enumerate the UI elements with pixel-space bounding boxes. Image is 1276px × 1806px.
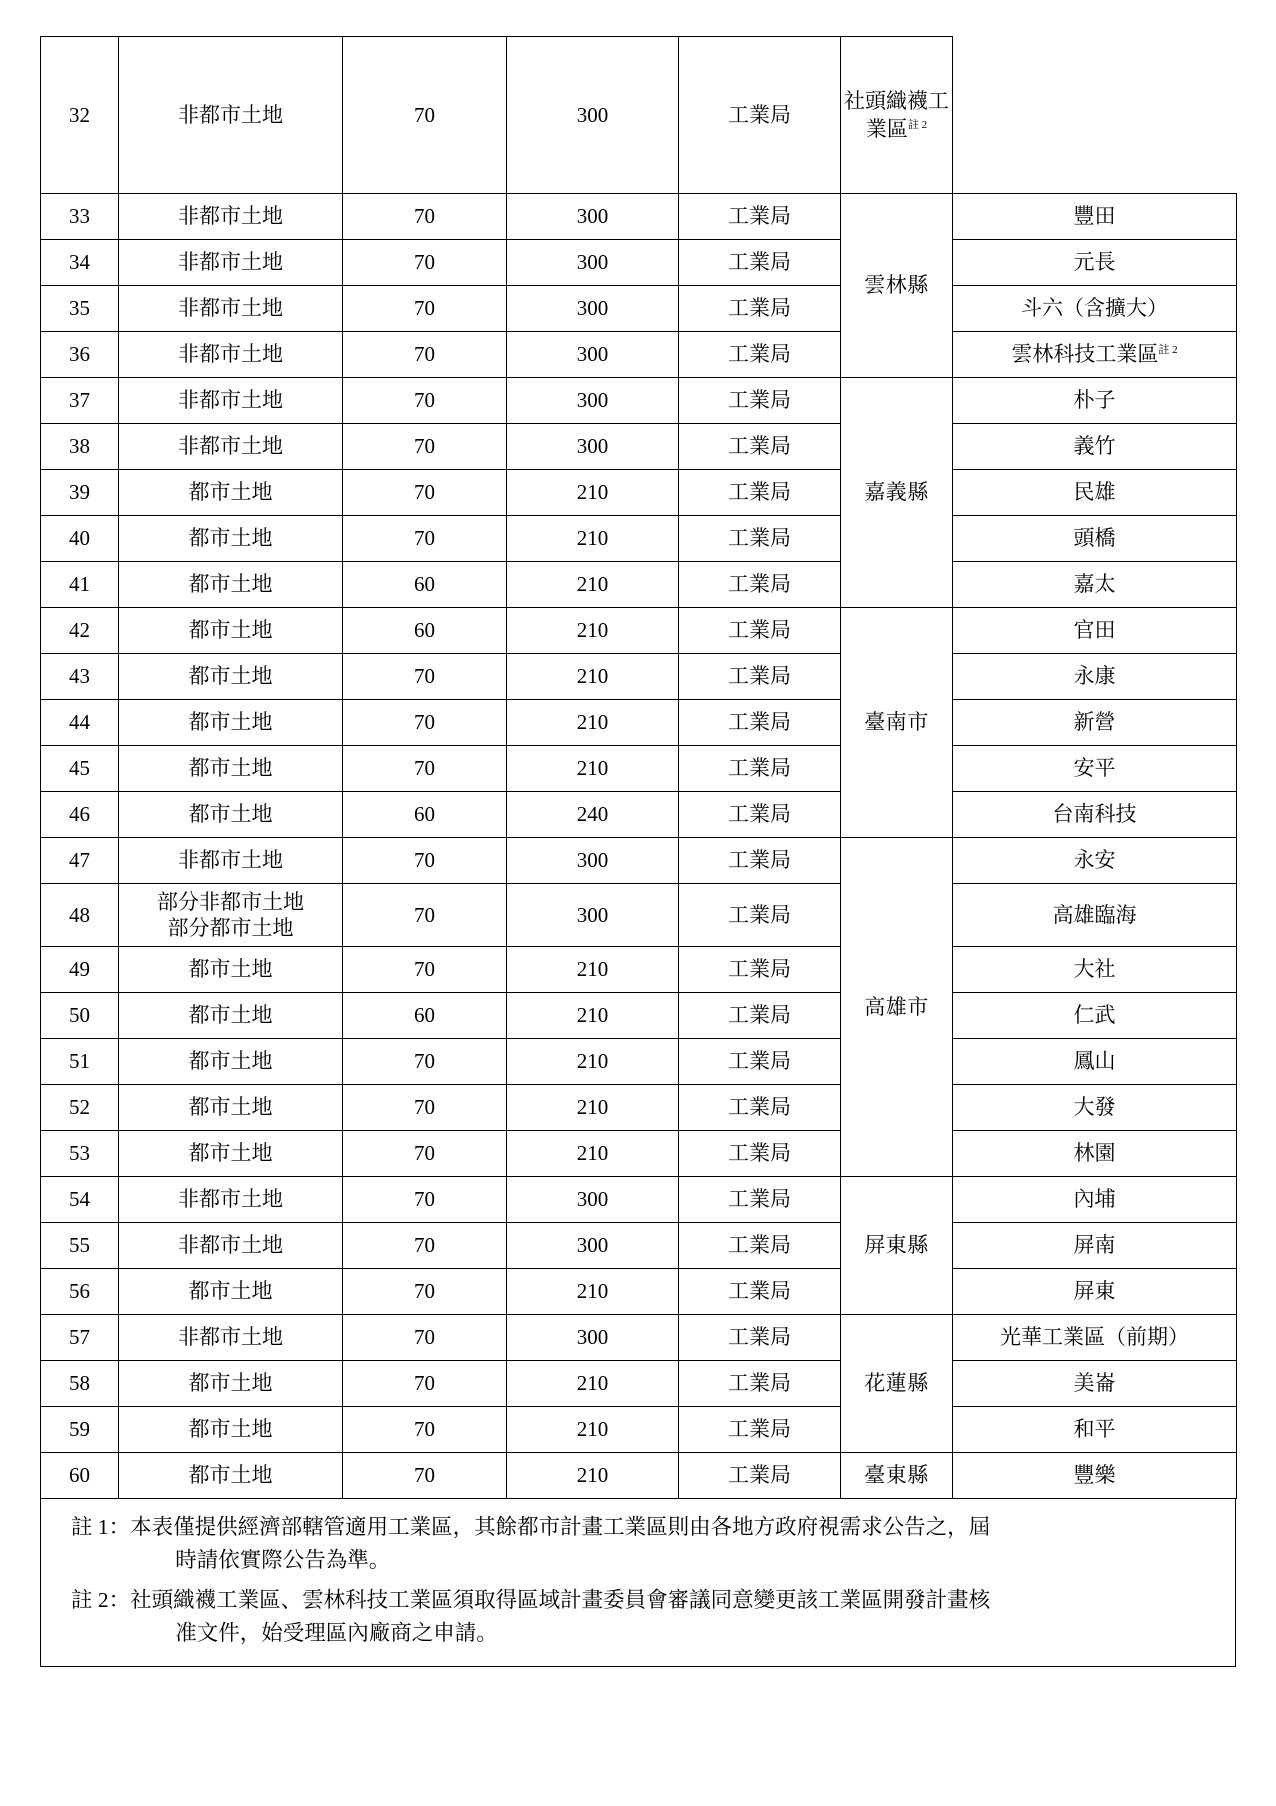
cell-floor-area-ratio: 210 <box>507 947 679 993</box>
table-row <box>41 240 1237 286</box>
cell-number: 36 <box>41 332 119 378</box>
cell-number: 53 <box>41 1131 119 1177</box>
table-row <box>41 1453 1237 1499</box>
cell-authority: 工業局 <box>679 1315 841 1361</box>
cell-land-type: 都市土地 <box>119 792 343 838</box>
cell-industrial-park: 雲林科技工業區$^{註 2}$ <box>953 332 1237 378</box>
table-row <box>41 286 1237 332</box>
table-row <box>41 378 1237 424</box>
cell-land-type: 都市土地 <box>119 654 343 700</box>
cell-number: 45 <box>41 746 119 792</box>
cell-floor-area-ratio: 210 <box>507 1407 679 1453</box>
cell-authority: 工業局 <box>679 792 841 838</box>
cell-land-type: 都市土地 <box>119 1085 343 1131</box>
cell-authority: 工業局 <box>679 700 841 746</box>
cell-county: 屏東縣 <box>841 1177 953 1315</box>
cell-authority: 工業局 <box>679 993 841 1039</box>
note-1-line1: 本表僅提供經濟部轄管適用工業區，其餘都市計畫工業區則由各地方政府視需求公告之，屆 <box>130 1515 991 1539</box>
cell-authority: 工業局 <box>679 332 841 378</box>
cell-floor-area-ratio: 300 <box>507 424 679 470</box>
cell-authority: 工業局 <box>679 608 841 654</box>
cell-land-type: 都市土地 <box>119 562 343 608</box>
cell-land-type: 都市土地 <box>119 1269 343 1315</box>
cell-authority: 工業局 <box>679 1361 841 1407</box>
cell-land-type: 都市土地 <box>119 993 343 1039</box>
cell-number: 47 <box>41 838 119 884</box>
cell-industrial-park: 大社 <box>953 947 1237 993</box>
cell-number: 40 <box>41 516 119 562</box>
cell-building-coverage: 70 <box>343 746 507 792</box>
cell-building-coverage: 70 <box>343 1315 507 1361</box>
cell-authority: 工業局 <box>679 884 841 947</box>
table-row <box>41 654 1237 700</box>
cell-authority: 工業局 <box>679 654 841 700</box>
table-row <box>41 993 1237 1039</box>
cell-floor-area-ratio: 300 <box>507 286 679 332</box>
table-row <box>41 1361 1237 1407</box>
cell-industrial-park: 仁武 <box>953 993 1237 1039</box>
cell-land-type: 都市土地 <box>119 947 343 993</box>
cell-floor-area-ratio: 210 <box>507 470 679 516</box>
note-2-line1: 社頭織襪工業區、雲林科技工業區須取得區域計畫委員會審議同意變更該工業區開發計畫核 <box>130 1587 991 1612</box>
cell-industrial-park: 台南科技 <box>953 792 1237 838</box>
cell-land-type: 都市土地 <box>119 608 343 654</box>
cell-building-coverage: 70 <box>343 1453 507 1499</box>
cell-land-type: 都市土地 <box>119 516 343 562</box>
cell-number: 42 <box>41 608 119 654</box>
table-row <box>41 1177 1237 1223</box>
cell-number: 60 <box>41 1453 119 1499</box>
table-row <box>41 947 1237 993</box>
table-row <box>41 1131 1237 1177</box>
cell-floor-area-ratio: 210 <box>507 1453 679 1499</box>
cell-industrial-park: 大發 <box>953 1085 1237 1131</box>
cell-number: 54 <box>41 1177 119 1223</box>
cell-number: 44 <box>41 700 119 746</box>
note-1-label: 註 1： <box>71 1515 131 1539</box>
table-row <box>41 884 1237 947</box>
cell-floor-area-ratio: 300 <box>507 1177 679 1223</box>
industrial-park-table <box>40 36 1237 1499</box>
cell-building-coverage: 70 <box>343 378 507 424</box>
cell-number: 51 <box>41 1039 119 1085</box>
cell-county: 臺南市 <box>841 608 953 838</box>
cell-industrial-park: 民雄 <box>953 470 1237 516</box>
cell-authority: 工業局 <box>679 1085 841 1131</box>
cell-floor-area-ratio: 210 <box>507 1085 679 1131</box>
cell-industrial-park: 高雄臨海 <box>953 884 1237 947</box>
cell-industrial-park: 內埔 <box>953 1177 1237 1223</box>
cell-number: 37 <box>41 378 119 424</box>
cell-building-coverage: 70 <box>343 194 507 240</box>
cell-industrial-park: 豐田 <box>953 194 1237 240</box>
cell-building-coverage: 70 <box>343 37 507 194</box>
cell-authority: 工業局 <box>679 746 841 792</box>
cell-land-type: 非都市土地 <box>119 838 343 884</box>
cell-floor-area-ratio: 210 <box>507 562 679 608</box>
note-2-label: 註 2： <box>71 1587 131 1612</box>
cell-number: 56 <box>41 1269 119 1315</box>
cell-floor-area-ratio: 300 <box>507 884 679 947</box>
cell-county: 臺東縣 <box>841 1453 953 1499</box>
cell-industrial-park: 元長 <box>953 240 1237 286</box>
cell-floor-area-ratio: 300 <box>507 332 679 378</box>
cell-floor-area-ratio: 300 <box>507 194 679 240</box>
cell-industrial-park: 屏南 <box>953 1223 1237 1269</box>
cell-authority: 工業局 <box>679 1177 841 1223</box>
cell-land-type: 非都市土地 <box>119 37 343 194</box>
cell-number: 39 <box>41 470 119 516</box>
table-row <box>41 1223 1237 1269</box>
cell-number: 41 <box>41 562 119 608</box>
cell-county: 高雄市 <box>841 838 953 1177</box>
cell-authority: 工業局 <box>679 240 841 286</box>
cell-authority: 工業局 <box>679 378 841 424</box>
cell-number: 52 <box>41 1085 119 1131</box>
cell-authority: 工業局 <box>679 1039 841 1085</box>
cell-number: 35 <box>41 286 119 332</box>
cell-industrial-park: 斗六（含擴大） <box>953 286 1237 332</box>
cell-building-coverage: 70 <box>343 286 507 332</box>
cell-building-coverage: 70 <box>343 1223 507 1269</box>
cell-building-coverage: 60 <box>343 792 507 838</box>
cell-land-type: 都市土地 <box>119 1039 343 1085</box>
note-1 <box>61 1511 1215 1578</box>
cell-authority: 工業局 <box>679 1223 841 1269</box>
table-row <box>41 1407 1237 1453</box>
cell-building-coverage: 70 <box>343 1131 507 1177</box>
cell-authority: 工業局 <box>679 470 841 516</box>
cell-land-type: 都市土地 <box>119 1453 343 1499</box>
table-row <box>41 37 1237 194</box>
cell-industrial-park: 新營 <box>953 700 1237 746</box>
cell-number: 34 <box>41 240 119 286</box>
cell-building-coverage: 60 <box>343 562 507 608</box>
cell-industrial-park: 頭橋 <box>953 516 1237 562</box>
cell-floor-area-ratio: 210 <box>507 654 679 700</box>
cell-authority: 工業局 <box>679 1453 841 1499</box>
cell-industrial-park: 社頭織襪工業區$^{註 2}$ <box>841 37 953 194</box>
cell-industrial-park: 永安 <box>953 838 1237 884</box>
cell-floor-area-ratio: 210 <box>507 1039 679 1085</box>
cell-land-type: 非都市土地 <box>119 1223 343 1269</box>
cell-industrial-park: 安平 <box>953 746 1237 792</box>
table-row <box>41 424 1237 470</box>
notes-block <box>40 1499 1236 1667</box>
cell-authority: 工業局 <box>679 838 841 884</box>
note-2 <box>61 1584 1215 1651</box>
table-row <box>41 470 1237 516</box>
table-row <box>41 838 1237 884</box>
cell-building-coverage: 70 <box>343 947 507 993</box>
table-body <box>41 37 1237 1499</box>
table-row <box>41 700 1237 746</box>
cell-number: 48 <box>41 884 119 947</box>
cell-authority: 工業局 <box>679 947 841 993</box>
cell-building-coverage: 70 <box>343 332 507 378</box>
cell-authority: 工業局 <box>679 1131 841 1177</box>
cell-building-coverage: 70 <box>343 1085 507 1131</box>
table-row <box>41 516 1237 562</box>
cell-land-type: 都市土地 <box>119 700 343 746</box>
cell-building-coverage: 70 <box>343 516 507 562</box>
cell-land-type: 非都市土地 <box>119 424 343 470</box>
cell-floor-area-ratio: 300 <box>507 838 679 884</box>
cell-building-coverage: 70 <box>343 700 507 746</box>
cell-floor-area-ratio: 300 <box>507 1223 679 1269</box>
cell-number: 32 <box>41 37 119 194</box>
cell-floor-area-ratio: 300 <box>507 37 679 194</box>
cell-number: 59 <box>41 1407 119 1453</box>
cell-number: 49 <box>41 947 119 993</box>
table-row <box>41 1315 1237 1361</box>
cell-building-coverage: 70 <box>343 1177 507 1223</box>
cell-industrial-park: 和平 <box>953 1407 1237 1453</box>
cell-building-coverage: 70 <box>343 470 507 516</box>
cell-floor-area-ratio: 300 <box>507 240 679 286</box>
cell-building-coverage: 70 <box>343 884 507 947</box>
cell-floor-area-ratio: 300 <box>507 378 679 424</box>
table-row <box>41 332 1237 378</box>
cell-number: 46 <box>41 792 119 838</box>
cell-industrial-park: 美崙 <box>953 1361 1237 1407</box>
cell-building-coverage: 70 <box>343 1269 507 1315</box>
cell-industrial-park: 鳳山 <box>953 1039 1237 1085</box>
cell-industrial-park: 永康 <box>953 654 1237 700</box>
note-2-line2: 准文件，始受理區內廠商之申請。 <box>175 1620 498 1645</box>
cell-county: 嘉義縣 <box>841 378 953 608</box>
table-row <box>41 608 1237 654</box>
note-1-body <box>130 1511 990 1578</box>
cell-industrial-park: 屏東 <box>953 1269 1237 1315</box>
cell-floor-area-ratio: 210 <box>507 516 679 562</box>
cell-authority: 工業局 <box>679 516 841 562</box>
cell-building-coverage: 70 <box>343 1361 507 1407</box>
cell-land-type: 都市土地 <box>119 1361 343 1407</box>
cell-building-coverage: 70 <box>343 1039 507 1085</box>
cell-number: 58 <box>41 1361 119 1407</box>
table-row <box>41 194 1237 240</box>
cell-authority: 工業局 <box>679 286 841 332</box>
cell-number: 43 <box>41 654 119 700</box>
cell-industrial-park: 光華工業區（前期） <box>953 1315 1237 1361</box>
cell-industrial-park: 林園 <box>953 1131 1237 1177</box>
footnote-marker: 註 2 <box>907 119 928 131</box>
cell-land-type: 非都市土地 <box>119 1315 343 1361</box>
cell-building-coverage: 70 <box>343 654 507 700</box>
table-row <box>41 562 1237 608</box>
cell-authority: 工業局 <box>679 1407 841 1453</box>
cell-land-type: 非都市土地 <box>119 194 343 240</box>
note-2-body <box>130 1584 990 1651</box>
cell-building-coverage: 70 <box>343 838 507 884</box>
cell-floor-area-ratio: 210 <box>507 993 679 1039</box>
cell-land-type: 都市土地 <box>119 1407 343 1453</box>
note-1-line2: 時請依實際公告為準。 <box>175 1548 391 1573</box>
cell-land-type: 都市土地 <box>119 470 343 516</box>
cell-land-type: 非都市土地 <box>119 332 343 378</box>
table-row <box>41 1039 1237 1085</box>
cell-floor-area-ratio: 210 <box>507 1131 679 1177</box>
cell-building-coverage: 60 <box>343 608 507 654</box>
cell-industrial-park: 義竹 <box>953 424 1237 470</box>
cell-building-coverage: 70 <box>343 1407 507 1453</box>
cell-land-type: 非都市土地 <box>119 378 343 424</box>
cell-number: 55 <box>41 1223 119 1269</box>
cell-county: 花蓮縣 <box>841 1315 953 1453</box>
cell-industrial-park: 嘉太 <box>953 562 1237 608</box>
cell-building-coverage: 70 <box>343 424 507 470</box>
cell-floor-area-ratio: 300 <box>507 1315 679 1361</box>
cell-number: 33 <box>41 194 119 240</box>
cell-building-coverage: 60 <box>343 993 507 1039</box>
cell-industrial-park: 朴子 <box>953 378 1237 424</box>
table-row <box>41 1085 1237 1131</box>
cell-number: 50 <box>41 993 119 1039</box>
cell-authority: 工業局 <box>679 562 841 608</box>
cell-floor-area-ratio: 240 <box>507 792 679 838</box>
cell-land-type: 部分非都市土地 部分都市土地 <box>119 884 343 947</box>
cell-industrial-park: 豐樂 <box>953 1453 1237 1499</box>
cell-floor-area-ratio: 210 <box>507 746 679 792</box>
cell-building-coverage: 70 <box>343 240 507 286</box>
cell-floor-area-ratio: 210 <box>507 700 679 746</box>
cell-county: 雲林縣 <box>841 194 953 378</box>
table-row <box>41 746 1237 792</box>
cell-land-type: 都市土地 <box>119 1131 343 1177</box>
cell-authority: 工業局 <box>679 194 841 240</box>
cell-authority: 工業局 <box>679 424 841 470</box>
table-row <box>41 792 1237 838</box>
cell-land-type: 非都市土地 <box>119 1177 343 1223</box>
cell-floor-area-ratio: 210 <box>507 608 679 654</box>
cell-floor-area-ratio: 210 <box>507 1269 679 1315</box>
cell-number: 57 <box>41 1315 119 1361</box>
cell-industrial-park: 官田 <box>953 608 1237 654</box>
cell-authority: 工業局 <box>679 37 841 194</box>
cell-authority: 工業局 <box>679 1269 841 1315</box>
cell-number: 38 <box>41 424 119 470</box>
cell-land-type: 非都市土地 <box>119 240 343 286</box>
cell-floor-area-ratio: 210 <box>507 1361 679 1407</box>
cell-land-type: 都市土地 <box>119 746 343 792</box>
footnote-marker: 註 2 <box>1158 344 1178 357</box>
cell-land-type: 非都市土地 <box>119 286 343 332</box>
table-row <box>41 1269 1237 1315</box>
